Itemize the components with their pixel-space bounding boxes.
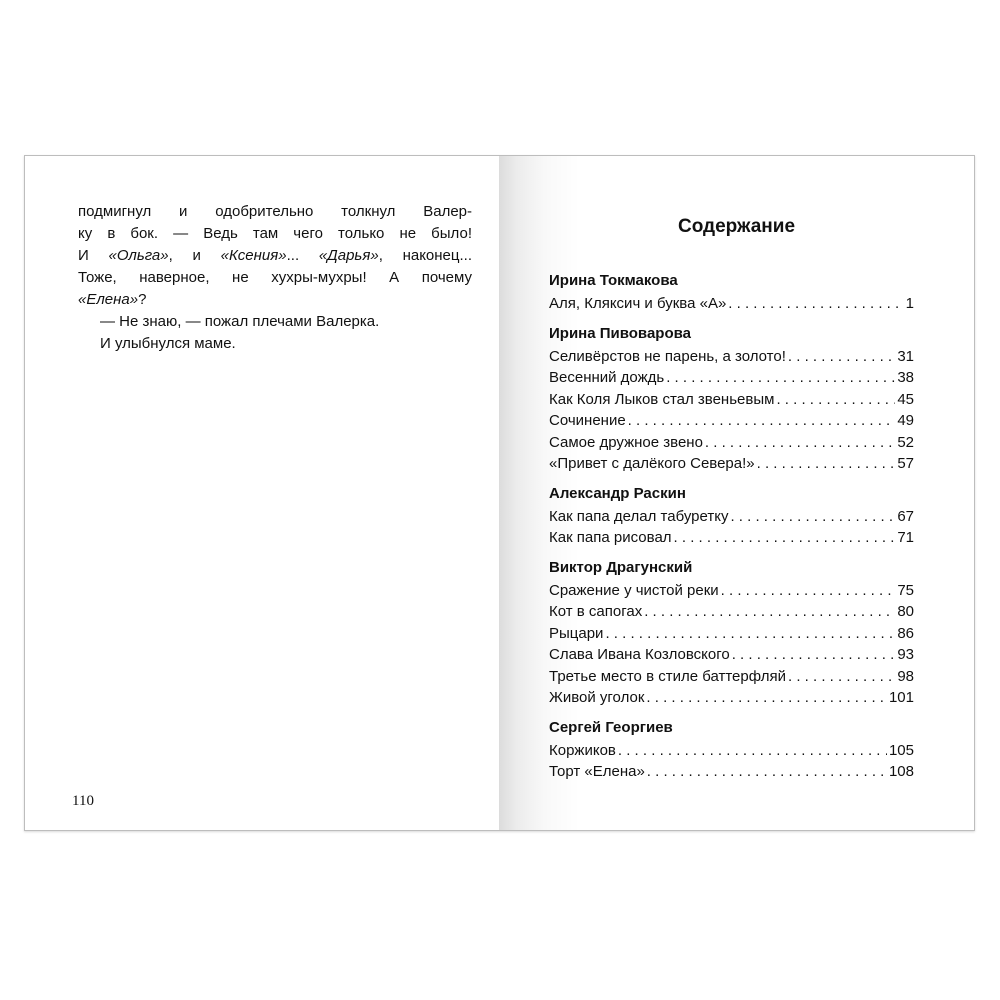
toc-author: Сергей Георгиев [549,718,673,736]
toc-leader-dots [647,761,887,783]
toc-entry-page: 31 [897,347,914,365]
toc-entry-title: Живой уголок [549,689,645,706]
text-line: И улыбнулся маме. [100,335,236,352]
toc-entry-page: 101 [888,689,914,706]
toc-leader-dots [721,580,896,602]
toc-entry-page: 45 [897,390,914,408]
toc-entry-page: 52 [897,433,914,451]
toc-entry-title: Сочинение [549,412,626,429]
toc-entry [549,623,914,645]
toc-entry [549,293,914,315]
toc-entry-title: Как папа делал табуретку [549,507,729,525]
toc-entry-page: 67 [897,507,914,525]
toc-entry-page: 105 [888,741,914,759]
toc-author: Ирина Пивоварова [549,324,691,342]
toc-entry-title: Кот в сапогах [549,603,643,620]
toc-entry [549,367,914,389]
toc-entry [549,740,914,762]
text-line: подмигнул и одобрительно толкнул Валер- [78,203,472,220]
toc-entry [549,666,914,688]
toc-leader-dots [646,687,887,709]
toc-leader-dots [674,527,896,549]
toc-entry-page: 93 [897,646,914,663]
toc-entry-title: «Привет с далёкого Севера!» [549,455,755,472]
toc-entry-title: Самое дружное звено [549,433,703,451]
toc-entry [549,432,914,454]
toc-leader-dots [788,666,895,688]
toc-entry [549,453,914,475]
book-spread [24,155,975,831]
toc-entry [549,644,914,666]
toc-entry [549,761,914,783]
left-page [25,156,499,830]
text-line: «Елена»? [78,291,147,308]
toc-leader-dots [666,367,895,389]
toc-entry-page: 80 [897,603,914,620]
toc-entry-title: Сражение у чистой реки [549,581,719,599]
story-text [78,201,472,355]
toc-entry-title: Третье место в стиле баттерфляй [549,667,786,685]
toc-leader-dots [728,293,903,315]
toc-leader-dots [605,623,895,645]
toc-leader-dots [644,601,895,623]
toc-entry-title: Селивёрстов не парень, а золото! [549,347,786,365]
toc-entry-page: 86 [897,624,914,642]
toc-entry-page: 38 [897,369,914,386]
toc-author: Александр Раскин [549,484,686,502]
toc-entry [549,410,914,432]
toc-entry [549,580,914,602]
toc-entry-page: 108 [888,763,914,780]
toc-leader-dots [788,346,895,368]
toc-entry-title: Слава Ивана Козловского [549,646,730,663]
toc-entry-title: Как папа рисовал [549,529,672,546]
toc-leader-dots [776,389,895,411]
table-of-contents [549,269,914,783]
toc-leader-dots [628,410,896,432]
toc-entry [549,687,914,709]
toc-entry-page: 57 [897,455,914,472]
toc-author: Ирина Токмакова [549,272,678,289]
toc-entry [549,527,914,549]
toc-leader-dots [705,432,895,454]
text-line: Тоже, наверное, не хухры-мухры! А почему [78,269,472,286]
toc-leader-dots [618,740,887,762]
toc-author: Виктор Драгунский [549,558,693,576]
toc-leader-dots [730,506,895,528]
toc-entry-title: Торт «Елена» [549,763,645,780]
toc-entry-title: Весенний дождь [549,369,665,386]
toc-entry-page: 98 [897,667,914,685]
toc-entry-title: Рыцари [549,624,604,642]
toc-entry-title: Как Коля Лыков стал звеньевым [549,390,775,408]
toc-entry [549,506,914,528]
toc-entry [549,389,914,411]
toc-entry-page: 71 [897,529,914,546]
toc-heading: Содержание [677,216,796,237]
toc-entry-page: 75 [897,581,914,599]
toc-entry-title: Коржиков [549,741,616,759]
text-line: И «Ольга», и «Ксения»... «Дарья», наконец... [78,247,472,264]
toc-entry-page: 49 [897,412,914,429]
toc-entry-title: Аля, Кляксич и буква «А» [549,295,727,312]
page-number: 110 [72,793,94,809]
toc-entry [549,346,914,368]
toc-entry-page: 1 [905,295,914,312]
text-line: — Не знаю, — пожал плечами Валерка. [100,313,380,330]
toc-entry [549,601,914,623]
toc-leader-dots [757,453,896,475]
text-line: ку в бок. — Ведь там чего только не было! [78,225,472,242]
toc-leader-dots [732,644,896,666]
